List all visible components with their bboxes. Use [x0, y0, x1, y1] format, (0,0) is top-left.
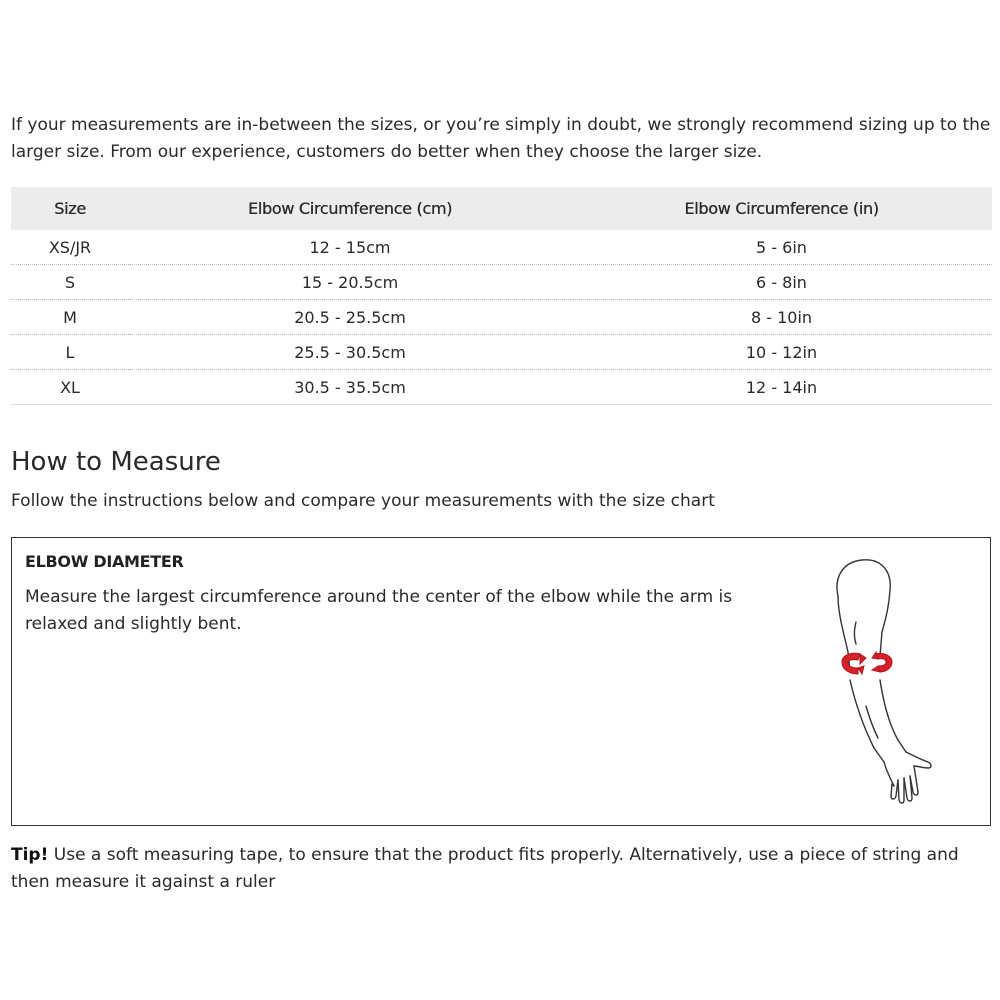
- table-row: [11, 370, 992, 405]
- elbow-diameter-instructions: Measure the largest circumference around the center of the elbow while the arm is relaxed and slightly bent.: [25, 587, 733, 634]
- header-size: Size: [54, 199, 86, 218]
- in-cell: 5 - 6in: [756, 237, 807, 257]
- how-to-measure-subtitle: Follow the instructions below and compare your measurements with the size chart: [11, 491, 715, 511]
- cm-cell: 20.5 - 25.5cm: [294, 307, 406, 327]
- table-row: [11, 335, 992, 370]
- elbow-diameter-box: [11, 537, 991, 826]
- size-cell: L: [65, 342, 75, 362]
- tip-paragraph: [11, 842, 991, 896]
- size-cell: M: [63, 307, 77, 327]
- cm-cell: 25.5 - 30.5cm: [294, 342, 406, 362]
- elbow-diameter-heading: ELBOW DIAMETER: [25, 552, 184, 571]
- in-cell: 12 - 14in: [745, 377, 818, 397]
- cm-cell: 12 - 15cm: [309, 237, 391, 257]
- table-header-row: [11, 187, 992, 230]
- in-cell: 10 - 12in: [745, 342, 818, 362]
- size-chart-table: [11, 187, 992, 405]
- size-cell: S: [64, 272, 76, 292]
- arm-elbow-measure-icon: [820, 556, 950, 806]
- cm-cell: 30.5 - 35.5cm: [294, 377, 406, 397]
- tip-text: Use a soft measuring tape, to ensure that the product fits properly. Alternatively, use a piece of string and then measure it against a ruler: [11, 845, 959, 892]
- intro-text: If your measurements are in-between the sizes, or you’re simply in doubt, we strongly recommend sizing up to the larger size. From our experience, customers do better when they choose the larger size.: [11, 115, 991, 162]
- in-cell: 6 - 8in: [756, 272, 807, 292]
- header-cm: Elbow Circumference (cm): [247, 199, 453, 218]
- how-to-measure-title: How to Measure: [11, 447, 221, 477]
- cm-cell: 15 - 20.5cm: [301, 272, 399, 292]
- table-row: [11, 230, 992, 265]
- size-cell: XL: [60, 377, 80, 397]
- header-in: Elbow Circumference (in): [684, 199, 879, 218]
- table-row: [11, 265, 992, 300]
- tip-label: Tip!: [11, 845, 49, 865]
- table-row: [11, 300, 992, 335]
- size-cell: XS/JR: [48, 237, 92, 257]
- in-cell: 8 - 10in: [750, 307, 813, 327]
